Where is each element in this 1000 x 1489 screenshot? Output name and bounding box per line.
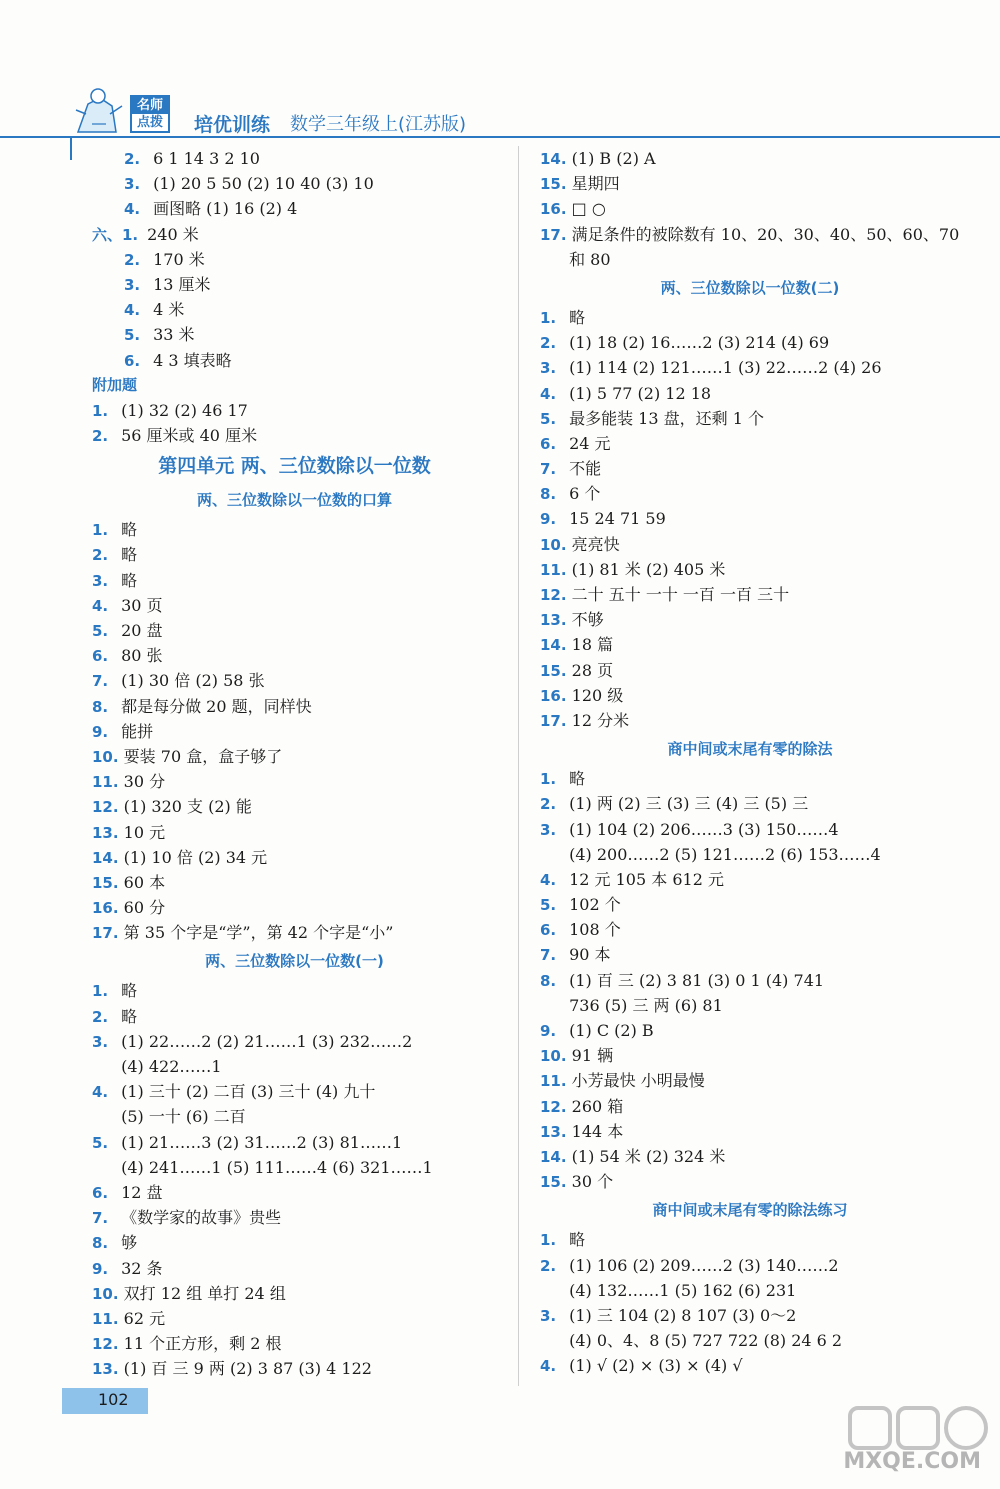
- item-number: 3.: [124, 275, 141, 294]
- answer-line: [92, 247, 497, 272]
- answer-text: 4 米: [153, 300, 185, 320]
- item-number: 9.: [92, 722, 109, 741]
- answer-text: 15 24 71 59: [569, 509, 666, 529]
- answer-line: [540, 330, 960, 355]
- answer-text: (1) 三十 (2) 二百 (3) 三十 (4) 九十: [121, 1082, 376, 1102]
- item-number: 8.: [540, 971, 557, 990]
- answer-text: 102 个: [569, 895, 621, 915]
- item-number: 6.: [540, 434, 557, 453]
- item-number: 3.: [540, 1306, 557, 1325]
- answer-text: 30 页: [121, 595, 163, 615]
- answer-text: 4 3 填表略: [153, 350, 232, 370]
- answer-line: [92, 517, 497, 542]
- answer-line: [92, 322, 497, 347]
- item-number: 13.: [92, 1360, 119, 1379]
- answer-line: [540, 431, 960, 456]
- brand-badge: [130, 95, 170, 133]
- item-number: 10.: [92, 1284, 119, 1303]
- answer-text: (1) 114 (2) 121……1 (3) 22……2 (4) 26: [569, 358, 882, 378]
- answer-line: [92, 920, 497, 945]
- answer-line: [92, 1130, 497, 1155]
- item-number: 4.: [92, 596, 109, 615]
- badge-bottom: 点拨: [136, 115, 163, 130]
- item-number: 1.: [540, 308, 557, 327]
- answer-line: [92, 895, 497, 920]
- answer-text: (1) 104 (2) 206……3 (3) 150……4: [569, 819, 839, 839]
- answer-text: 91 辆: [571, 1046, 614, 1066]
- item-number: 4.: [124, 200, 141, 219]
- answer-line: [540, 1303, 960, 1328]
- answer-line: [92, 1054, 497, 1079]
- item-number: 13.: [540, 1122, 567, 1141]
- item-number: 15.: [540, 175, 567, 194]
- answer-text: 80 张: [121, 646, 163, 666]
- answer-text: 不能: [569, 459, 602, 479]
- item-number: 1.: [92, 982, 109, 1001]
- item-number: 10.: [540, 1047, 567, 1066]
- item-number: 4.: [540, 1357, 557, 1376]
- answer-line: [540, 1328, 960, 1353]
- answer-text: 双打 12 组 单打 24 组: [123, 1283, 286, 1303]
- header-side-rule: [70, 138, 72, 160]
- item-number: 14.: [92, 848, 119, 867]
- answer-text: 60 本: [123, 872, 166, 892]
- answer-line: [92, 1356, 497, 1381]
- answer-text: 不够: [571, 610, 604, 630]
- item-number: 2.: [124, 150, 141, 168]
- answer-line: [540, 1043, 960, 1068]
- answer-line: [92, 1281, 497, 1306]
- column-divider: [518, 146, 519, 1386]
- item-number: 17.: [540, 225, 567, 244]
- item-number: 2.: [124, 250, 141, 269]
- answer-text: 108 个: [569, 920, 621, 940]
- item-number: 6.: [92, 647, 109, 666]
- item-number: 5.: [540, 409, 557, 428]
- answer-line: [92, 694, 497, 719]
- answer-line: [540, 658, 960, 683]
- answer-text: (1) C (2) B: [569, 1021, 654, 1040]
- answer-line: [92, 1230, 497, 1255]
- answer-text: (1) 54 米 (2) 324 米: [571, 1146, 726, 1166]
- item-number: 2.: [92, 546, 109, 565]
- item-number: 1.: [92, 521, 109, 540]
- answer-line: [540, 532, 960, 557]
- answer-line: [540, 1353, 960, 1378]
- answer-line: [540, 842, 960, 867]
- item-number: 14.: [540, 1147, 567, 1166]
- answer-line: [92, 643, 497, 668]
- answer-text: 13 厘米: [153, 274, 211, 294]
- item-number: 5.: [124, 326, 141, 345]
- answer-line: [540, 146, 960, 171]
- answer-text: 亮亮快: [571, 534, 620, 554]
- answer-line: [540, 222, 960, 247]
- item-number: 10.: [92, 747, 119, 766]
- answer-line: [92, 348, 497, 373]
- answer-text: 60 分: [123, 898, 166, 918]
- answer-text: 二十 五十 一十 一百 一百 三十: [571, 585, 790, 604]
- badge-top: 名师: [132, 97, 168, 114]
- answer-text: 10 元: [123, 822, 166, 842]
- answer-text: 30 个: [571, 1172, 614, 1192]
- item-number: 12.: [540, 1097, 567, 1116]
- answer-text: 略: [569, 307, 586, 327]
- answer-text: (1) 10 倍 (2) 34 元: [123, 847, 268, 867]
- item-number: 5.: [92, 622, 109, 640]
- answer-text: 18 篇: [571, 635, 614, 655]
- answer-text: (1) 81 米 (2) 405 米: [571, 559, 726, 579]
- item-number: 11.: [540, 1072, 567, 1091]
- section-title: 商中间或末尾有零的除法练习: [652, 1201, 848, 1220]
- answer-text: (1) B (2) A: [571, 149, 656, 168]
- item-number: 3.: [92, 1032, 109, 1051]
- item-number: 9.: [92, 1259, 109, 1278]
- answer-line: [92, 1256, 497, 1281]
- item-number: 8.: [92, 1234, 109, 1253]
- answer-text: (1) 320 支 (2) 能: [123, 797, 252, 817]
- item-number: 11.: [540, 560, 567, 579]
- answer-line: [540, 968, 960, 993]
- answer-line: [92, 1079, 497, 1104]
- answer-line: [540, 247, 960, 272]
- item-number: 2.: [540, 334, 557, 353]
- item-number: 12.: [92, 1335, 119, 1354]
- answer-line: [92, 146, 497, 171]
- answer-line: [540, 1094, 960, 1119]
- section-title: 两、三位数除以一位数(一): [205, 952, 384, 971]
- answer-text: 56 厘米或 40 厘米: [121, 426, 258, 446]
- item-number: 9.: [540, 510, 557, 529]
- answer-text: (4) 422……1: [121, 1057, 222, 1076]
- answer-line: [540, 1119, 960, 1144]
- answer-line: [540, 791, 960, 816]
- answer-line: [92, 423, 497, 448]
- item-number: 15.: [540, 1173, 567, 1192]
- answer-line: [540, 381, 960, 406]
- answer-text: 33 米: [153, 325, 195, 345]
- answer-text: (4) 0、4、8 (5) 727 722 (8) 24 6 2: [569, 1331, 843, 1351]
- answer-line: [540, 917, 960, 942]
- section-title: 两、三位数除以一位数(二): [660, 278, 840, 297]
- item-number: 11.: [92, 1309, 119, 1328]
- answer-text: 《数学家的故事》贵些: [121, 1208, 282, 1228]
- answer-line: [540, 582, 960, 607]
- answer-line: [540, 171, 960, 196]
- answer-line: [92, 568, 497, 593]
- item-number: 7.: [92, 672, 109, 691]
- item-number: 4.: [92, 1083, 109, 1102]
- answer-line: [92, 820, 497, 845]
- answer-text: 24 元: [569, 433, 611, 453]
- item-number: 7.: [540, 946, 557, 965]
- answer-line: [540, 867, 960, 892]
- watermark-text: MXQE.COM: [843, 1449, 981, 1474]
- answer-text: 12 元 105 本 612 元: [569, 869, 724, 889]
- item-number: 1.: [92, 401, 109, 420]
- subject-title: 数学三年级上(江苏版): [290, 114, 467, 135]
- item-number: 4.: [540, 870, 557, 889]
- answer-line: [92, 1331, 497, 1356]
- item-number: 15.: [540, 661, 567, 680]
- answer-line: [540, 1227, 960, 1252]
- answer-text: 28 页: [571, 660, 614, 680]
- answer-text: 略: [121, 570, 138, 590]
- answer-text: 6 1 14 3 2 10: [153, 149, 260, 168]
- answer-text: 144 本: [571, 1121, 624, 1141]
- section-title: 商中间或末尾有零的除法: [667, 740, 833, 759]
- answer-line: [92, 297, 497, 322]
- page-number: 102: [98, 1390, 129, 1409]
- answer-text: □ ○: [571, 199, 606, 219]
- answer-line: [92, 794, 497, 819]
- answer-line: [92, 1306, 497, 1331]
- answer-text: (1) 18 (2) 16……2 (3) 214 (4) 69: [569, 333, 830, 353]
- answer-line: [92, 272, 497, 297]
- answer-text: (5) 一十 (6) 二百: [121, 1107, 246, 1127]
- answer-text: 6 个: [569, 484, 601, 504]
- answer-text: 画图略 (1) 16 (2) 4: [153, 199, 298, 219]
- answer-text: 略: [121, 545, 138, 565]
- answer-text: 260 箱: [571, 1096, 624, 1116]
- item-number: 12.: [92, 798, 119, 817]
- answer-line: [540, 1018, 960, 1043]
- item-number: 4.: [540, 384, 557, 403]
- answer-line: [540, 683, 960, 708]
- answer-text: 星期四: [571, 174, 620, 194]
- answer-text: 能拼: [121, 721, 154, 741]
- answer-text: (1) 百 三 9 两 (2) 3 87 (3) 4 122: [123, 1359, 372, 1379]
- answer-text: (1) √ (2) × (3) × (4) √: [569, 1356, 743, 1376]
- section-title: 两、三位数除以一位数的口算: [196, 491, 392, 510]
- answer-line: [92, 845, 497, 870]
- item-number: 14.: [540, 636, 567, 655]
- answer-text: 62 元: [123, 1308, 166, 1328]
- answer-line: [540, 355, 960, 380]
- answer-text: 略: [121, 1006, 138, 1026]
- item-number: 9.: [540, 1022, 557, 1040]
- answer-text: 30 分: [123, 772, 166, 792]
- answer-text: (4) 200……2 (5) 121……2 (6) 153……4: [569, 844, 881, 864]
- answer-text: 要装 70 盒，盒子够了: [123, 746, 283, 766]
- item-number: 六、1.: [92, 225, 139, 244]
- answer-line: [540, 1278, 960, 1303]
- answer-line: [540, 632, 960, 657]
- answer-text: 12 盘: [121, 1182, 163, 1202]
- answer-text: 都是每分做 20 题，同样快: [121, 696, 312, 716]
- item-number: 4.: [124, 301, 141, 320]
- answer-text: (4) 241……1 (5) 111……4 (6) 321……1: [121, 1157, 433, 1177]
- answer-line: [540, 607, 960, 632]
- answer-text: (1) 22……2 (2) 21……1 (3) 232……2: [121, 1031, 413, 1051]
- answer-text: 第 35 个字是“学”，第 42 个字是“小”: [123, 923, 394, 943]
- section-heading: 附加题: [92, 375, 138, 394]
- answer-text: 32 条: [121, 1258, 163, 1278]
- answer-line: [92, 398, 497, 423]
- answer-line: [92, 222, 497, 247]
- answer-line: [92, 744, 497, 769]
- mascot-logo-icon: [72, 84, 130, 136]
- answer-text: 240 米: [147, 224, 199, 244]
- item-number: 1.: [540, 1231, 557, 1250]
- item-number: 13.: [92, 823, 119, 842]
- answer-line: [92, 1004, 497, 1029]
- item-number: 3.: [124, 175, 141, 194]
- answer-line: [540, 708, 960, 733]
- item-number: 5.: [92, 1133, 109, 1152]
- right-column: [540, 146, 960, 1378]
- answer-text: 90 本: [569, 945, 611, 965]
- item-number: 2.: [540, 1256, 557, 1275]
- item-number: 14.: [540, 150, 567, 168]
- item-number: 6.: [92, 1183, 109, 1202]
- answer-text: (1) 三 104 (2) 8 107 (3) 0～2: [569, 1305, 797, 1325]
- answer-line: [92, 1155, 497, 1180]
- item-number: 17.: [92, 924, 119, 943]
- header-rule: [0, 136, 1000, 138]
- item-number: 2.: [92, 427, 109, 446]
- answer-line: [540, 456, 960, 481]
- answer-line: [540, 481, 960, 506]
- answer-line: [540, 892, 960, 917]
- answer-text: 最多能装 13 盘，还剩 1 个: [569, 408, 764, 428]
- answer-line: [540, 1169, 960, 1194]
- answer-line: [92, 1180, 497, 1205]
- answer-text: (1) 5 77 (2) 12 18: [569, 383, 712, 403]
- answer-text: 小芳最快 小明最慢: [571, 1071, 705, 1091]
- answer-text: (1) 32 (2) 46 17: [121, 400, 248, 420]
- answer-text: (1) 百 三 (2) 3 81 (3) 0 1 (4) 741: [569, 970, 825, 990]
- item-number: 11.: [92, 773, 119, 792]
- answer-line: [540, 1253, 960, 1278]
- item-number: 13.: [540, 611, 567, 630]
- answer-line: [92, 769, 497, 794]
- answer-line: [540, 766, 960, 791]
- answer-line: [540, 817, 960, 842]
- answer-text: (1) 30 倍 (2) 58 张: [121, 671, 265, 691]
- answer-text: 736 (5) 三 两 (6) 81: [569, 995, 723, 1015]
- answer-line: [540, 406, 960, 431]
- answer-line: [92, 719, 497, 744]
- item-number: 3.: [540, 359, 557, 378]
- item-number: 10.: [540, 535, 567, 554]
- item-number: 15.: [92, 873, 119, 892]
- left-column: [92, 146, 497, 1381]
- answer-line: [540, 557, 960, 582]
- answer-line: [540, 1144, 960, 1169]
- item-number: 5.: [540, 896, 557, 915]
- item-number: 8.: [92, 697, 109, 716]
- item-number: 8.: [540, 485, 557, 504]
- answer-line: [92, 171, 497, 196]
- answer-line: [92, 870, 497, 895]
- answer-line: [92, 542, 497, 567]
- answer-line: [92, 668, 497, 693]
- answer-line: [540, 993, 960, 1018]
- answer-text: 略: [121, 981, 138, 1001]
- answer-line: [540, 305, 960, 330]
- item-number: 16.: [540, 686, 567, 705]
- answer-line: [92, 1104, 497, 1129]
- item-number: 16.: [540, 200, 567, 219]
- unit-title: 第四单元 两、三位数除以一位数: [158, 455, 431, 478]
- answer-text: 170 米: [153, 249, 205, 269]
- answer-text: (4) 132……1 (5) 162 (6) 231: [569, 1280, 797, 1300]
- answer-text: (1) 21……3 (2) 31……2 (3) 81……1: [121, 1132, 403, 1152]
- item-number: 16.: [92, 899, 119, 918]
- answer-text: 略: [121, 520, 138, 540]
- answer-text: (1) 20 5 50 (2) 10 40 (3) 10: [153, 174, 374, 194]
- answer-text: 120 级: [571, 685, 624, 705]
- answer-line: [540, 196, 960, 221]
- answer-line: [92, 618, 497, 643]
- item-number: 6.: [124, 351, 141, 370]
- answer-line: [92, 593, 497, 618]
- item-number: 2.: [540, 795, 557, 814]
- item-number: 12.: [540, 586, 567, 604]
- answer-line: [92, 1205, 497, 1230]
- answer-text: 和 80: [569, 249, 611, 269]
- item-number: 3.: [540, 820, 557, 839]
- answer-text: 11 个正方形，剩 2 根: [123, 1334, 282, 1354]
- answer-line: [540, 506, 960, 531]
- answer-line: [92, 196, 497, 221]
- item-number: 7.: [92, 1209, 109, 1228]
- brand-title: 培优训练: [194, 114, 271, 136]
- answer-line: [540, 1068, 960, 1093]
- answer-line: [92, 978, 497, 1003]
- item-number: 3.: [92, 571, 109, 590]
- answer-text: 略: [569, 769, 586, 789]
- item-number: 2.: [92, 1007, 109, 1026]
- answer-text: 满足条件的被除数有 10、20、30、40、50、60、70: [571, 224, 960, 244]
- watermark: [820, 1402, 995, 1482]
- answer-line: [92, 1029, 497, 1054]
- answer-text: 20 盘: [121, 621, 163, 640]
- answer-text: 略: [569, 1230, 586, 1250]
- answer-text: 12 分米: [571, 710, 630, 730]
- answer-text: (1) 106 (2) 209……2 (3) 140……2: [569, 1255, 839, 1275]
- answer-line: [540, 942, 960, 967]
- answer-text: (1) 两 (2) 三 (3) 三 (4) 三 (5) 三: [569, 794, 809, 814]
- item-number: 1.: [540, 770, 557, 789]
- item-number: 6.: [540, 921, 557, 940]
- item-number: 17.: [540, 711, 567, 730]
- answer-text: 够: [121, 1233, 138, 1253]
- item-number: 7.: [540, 460, 557, 479]
